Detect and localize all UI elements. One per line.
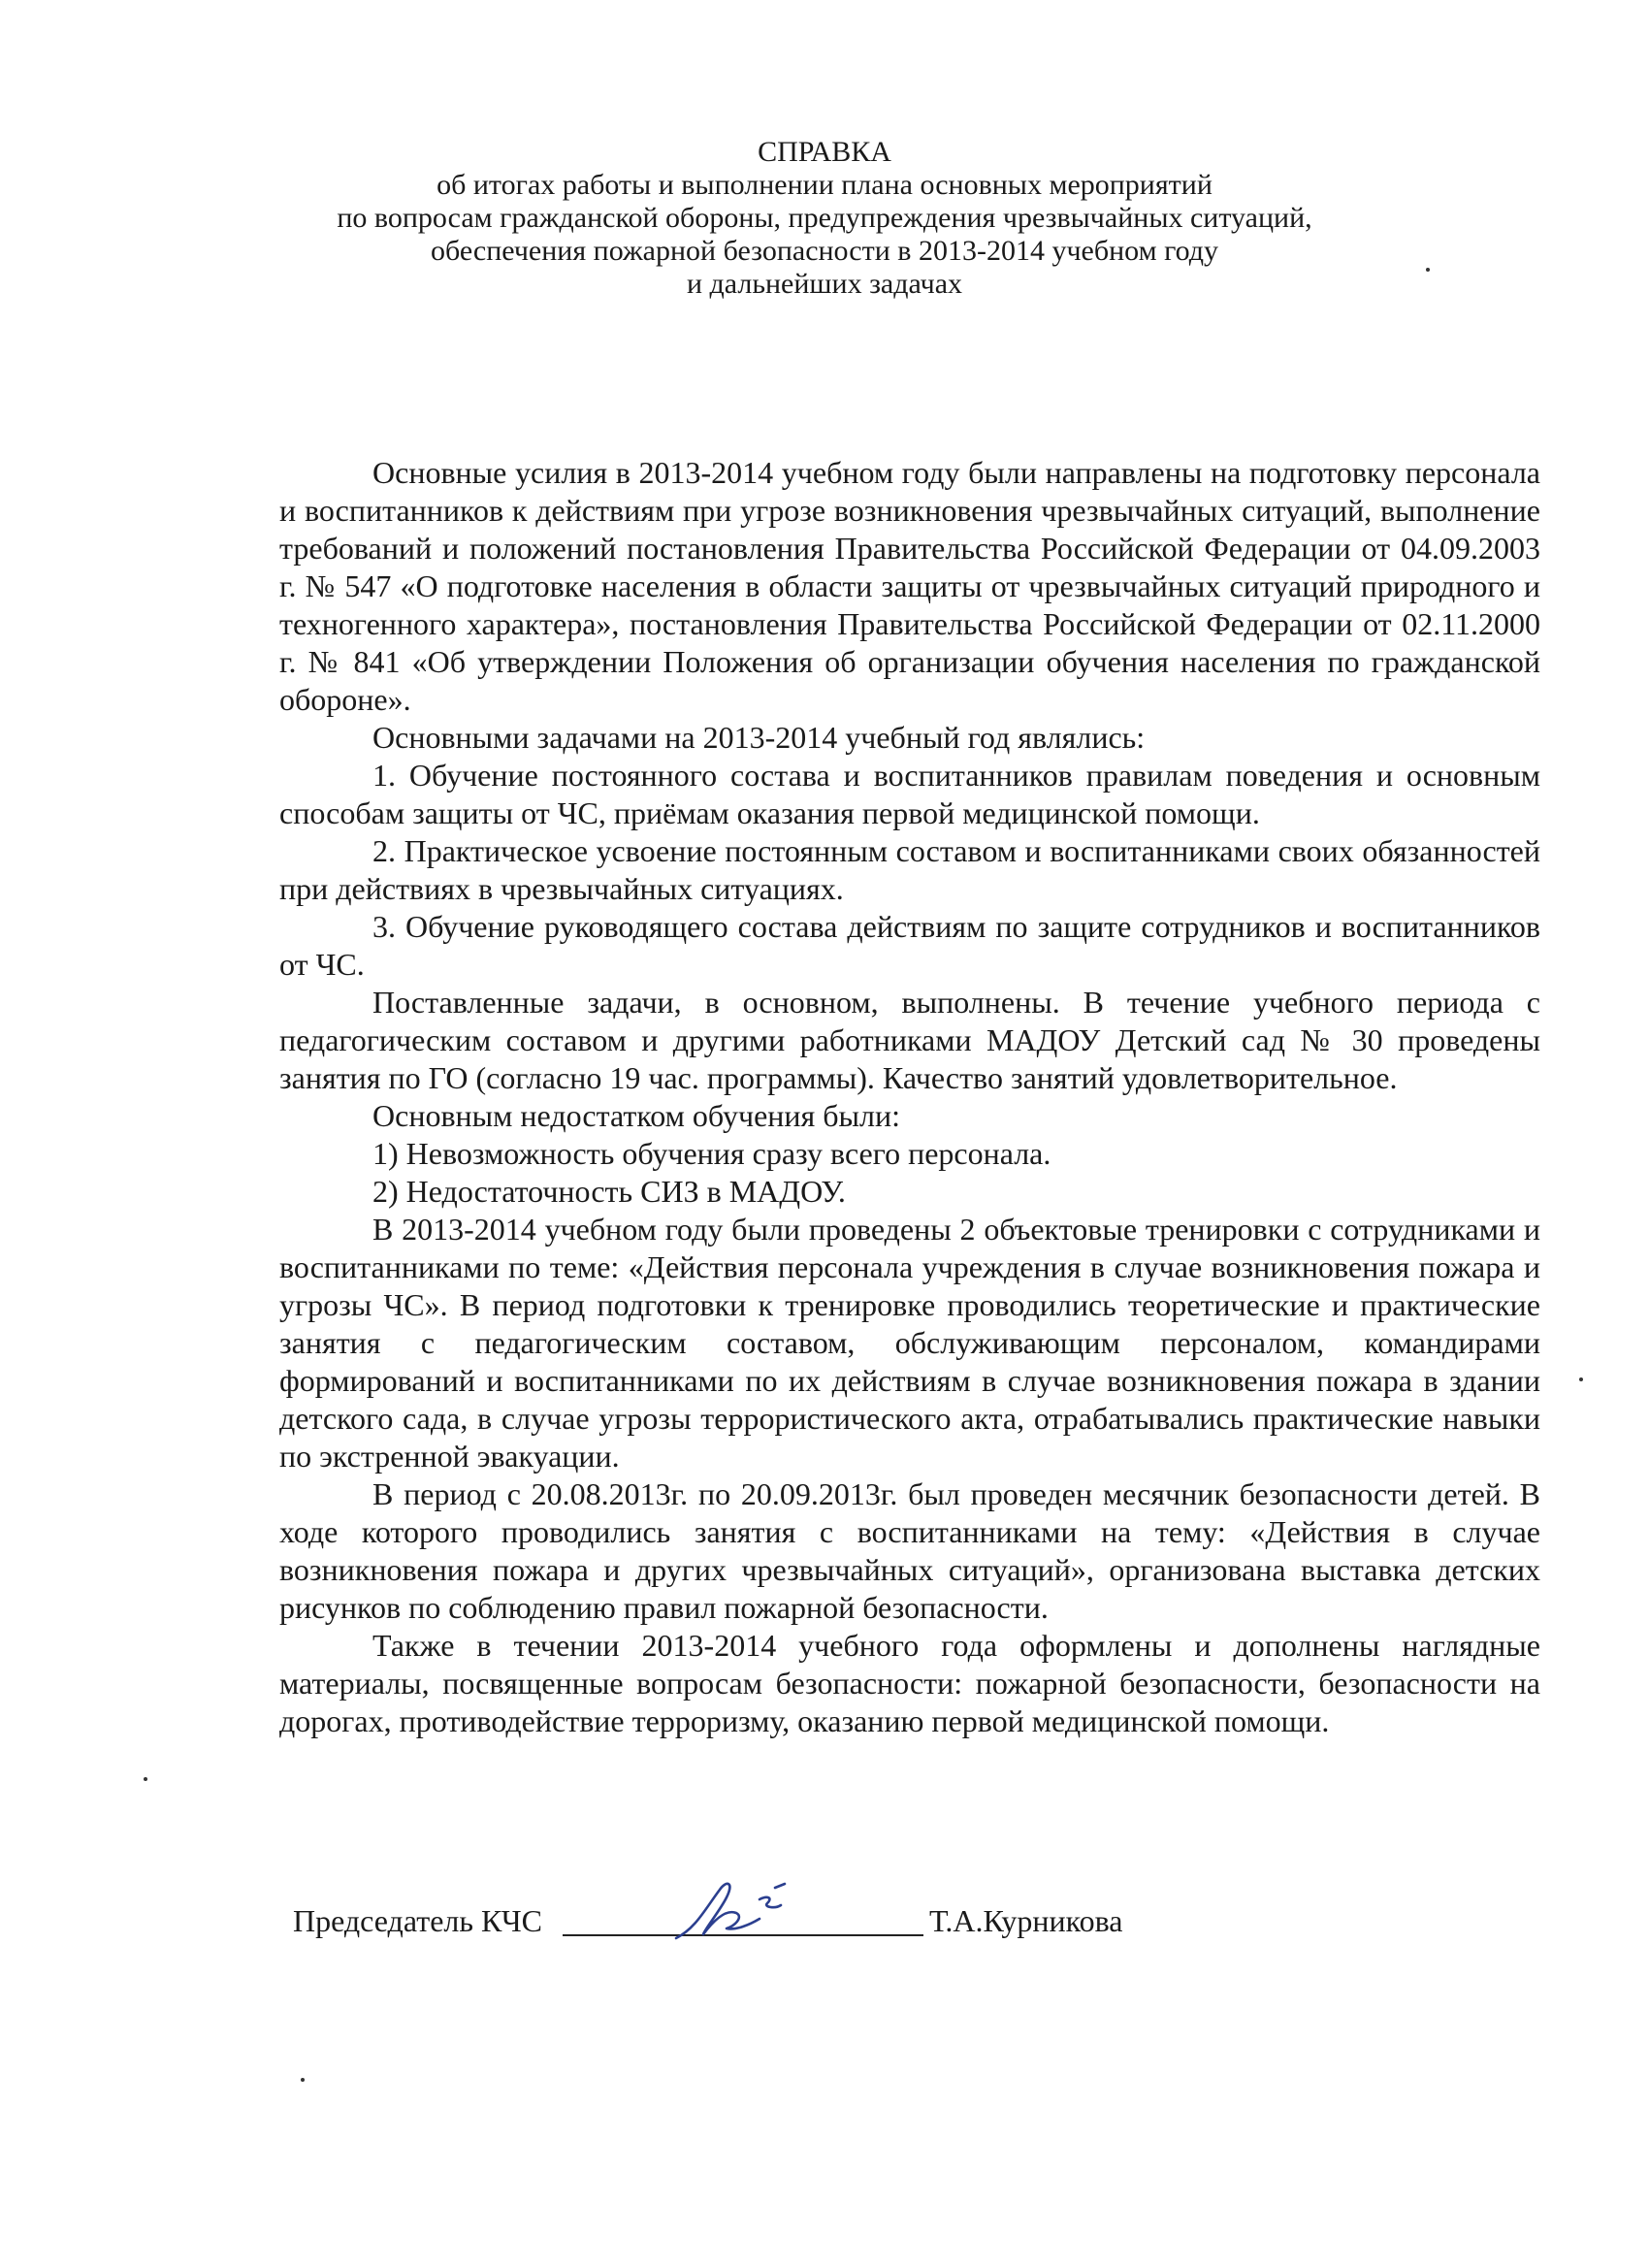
paragraph-safety-month: В период с 20.08.2013г. по 20.09.2013г. был проведен месячник безопасности детей. В ходе которого проводились занятия с воспитанниками на тему: «Действия в случае возникновения пожара и других чрезвычайных ситуаций», организована выставка детских рисунков по соблюдению правил пожарной безопасности. [279,1476,1540,1625]
scan-speck [301,2078,305,2082]
paragraph-task-3: 3. Обучение руководящего состава действиям по защите сотрудников и воспитанников от ЧС. [279,909,1540,982]
paragraph-task-2: 2. Практическое усвоение постоянным составом и воспитанниками своих обязанностей при действиях в чрезвычайных ситуациях. [279,833,1540,906]
signatory-name: Т.А.Курникова [929,1903,1123,1938]
subtitle-line-4: и дальнейших задачах [686,268,963,300]
scan-speck [144,1777,147,1781]
paragraph-shortcoming-1: 1) Невозможность обучения сразу всего персонала. [372,1136,1051,1171]
subtitle-line-2: по вопросам гражданской обороны, предупреждения чрезвычайных ситуаций, [337,202,1312,234]
signature-block [293,1901,1263,1960]
paragraph-drills: В 2013-2014 учебном году были проведены 2 объектовые тренировки с сотрудниками и воспитанниками по теме: «Действия персонала учреждения в случае возникновения пожара и угрозы ЧС». В период подготовки к тренировке проводились теоретические и практические занятия с педагогическим составом, обслуживающим персоналом, командирами формирований и воспитанниками по их действиям в случае возникновения пожара в здании детского сада, в случае угрозы террористического акта, отрабатывались практические навыки по экстренной эвакуации. [279,1212,1540,1474]
scan-speck [1579,1377,1583,1381]
document-title: СПРАВКА [758,136,891,168]
paragraph-shortcomings-heading: Основным недостатком обучения были: [372,1098,900,1133]
paragraph-task-1: 1. Обучение постоянного состава и воспитанников правилам поведения и основным способам защиты от ЧС, приёмам оказания первой медицинской помощи. [279,758,1540,830]
paragraph-shortcoming-2: 2) Недостаточность СИЗ в МАДОУ. [372,1174,846,1209]
signature-label: Председатель КЧС [293,1903,543,1938]
subtitle-line-3: обеспечения пожарной безопасности в 2013-2014 учебном году [430,235,1219,267]
document-body [279,454,1540,1740]
subtitle-line-1: об итогах работы и выполнении плана основных мероприятий [436,169,1212,201]
paragraph-intro: Основные усилия в 2013-2014 учебном году были направлены на подготовку персонала и воспитанников к действиям при угрозе возникновения чрезвычайных ситуаций, выполнение требований и положений постановления Правительства Российской Федерации от 04.09.2003 г. № 547 «О подготовке населения в области защиты от чрезвычайных ситуаций природного и техногенного характера», постановления Правительства Российской Федерации от 02.11.2000 г. № 841 «Об утверждении Положения об организации обучения населения по гражданской обороне». [279,455,1540,717]
paragraph-results: Поставленные задачи, в основном, выполнены. В течение учебного периода с педагогическим составом и другими работниками МАДОУ Детский сад № 30 проведены занятия по ГО (согласно 19 час. программы). Качество занятий удовлетворительное. [279,985,1540,1095]
paragraph-tasks-heading: Основными задачами на 2013-2014 учебный год являлись: [372,720,1146,755]
paragraph-materials: Также в течении 2013-2014 учебного года оформлены и дополнены наглядные материалы, посвященные вопросам безопасности: пожарной безопасности, безопасности на дорогах, противодействие терроризму, оказанию первой медицинской помощи. [279,1628,1540,1738]
handwritten-signature [666,1870,812,1948]
scan-speck [1426,268,1430,272]
document-header [0,136,1649,301]
